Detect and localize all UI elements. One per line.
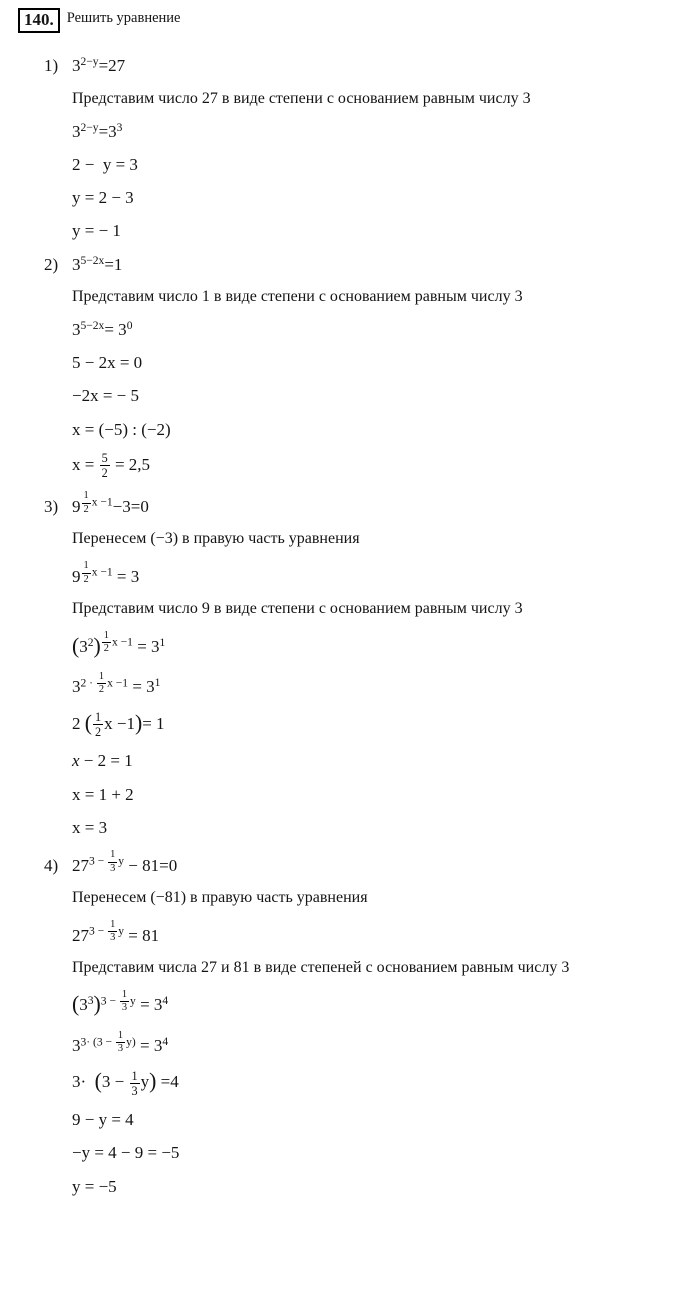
problem-section (44, 55, 686, 241)
equation-line (44, 154, 686, 175)
math-token: 3 (72, 319, 81, 339)
math-token: 1 (159, 635, 166, 649)
math-token: 0 (126, 318, 133, 332)
equation-content (72, 560, 140, 586)
math-token: = 2,5 (110, 454, 151, 474)
equation-content (72, 670, 161, 697)
math-token: x = 1 + 2 (72, 784, 134, 804)
task-header (18, 8, 686, 33)
problem-section (44, 850, 686, 1197)
problem-section (44, 491, 686, 838)
equation-line (44, 561, 686, 587)
equation-line (44, 319, 686, 340)
exponent (117, 122, 123, 134)
math-token: ( (72, 992, 80, 1017)
equation-content (72, 188, 134, 207)
equation-content (72, 56, 125, 75)
equation-line (44, 1031, 686, 1057)
math-token: 9 (72, 496, 81, 516)
equation-line (44, 491, 686, 517)
math-token: ) (134, 710, 143, 735)
fraction: $\frac{1}{2}$ (83, 490, 89, 515)
math-token: −2x = − 5 (72, 386, 140, 406)
task-number: 140. (18, 8, 60, 33)
math-token: 3 (87, 994, 94, 1008)
explanation-text (44, 529, 686, 549)
equation-line (44, 817, 686, 838)
math-token: 1 (154, 676, 161, 690)
equation-content (72, 320, 132, 339)
math-token: 2 − y = 3 (72, 154, 138, 174)
problem-number: 2) (44, 254, 59, 274)
math-token: y (140, 1072, 150, 1092)
math-token: x = (−5) : (−2) (72, 419, 171, 439)
equation-content (72, 785, 134, 804)
math-token: − 2 = 1 (79, 751, 133, 771)
explanation-text (44, 888, 686, 908)
math-token: x −1 (111, 635, 133, 649)
exponent (89, 920, 124, 944)
math-token: ) (93, 992, 101, 1017)
explanation-content: Перенесем (−81) в правую часть уравнения (72, 888, 368, 906)
equation-line (44, 631, 686, 660)
math-token: 4 (162, 994, 169, 1008)
math-token: = 3 (135, 995, 163, 1015)
math-token: = 1 (142, 713, 165, 733)
fraction: $\frac{1}{2}$ (83, 560, 89, 585)
exponent (81, 320, 105, 332)
math-token: − 81=0 (124, 855, 178, 875)
math-token: ( (94, 1069, 102, 1094)
math-token: 5−2x (80, 253, 105, 267)
equation-content (72, 1143, 179, 1162)
math-token: y (130, 994, 136, 1008)
explanation-content: Представим число 1 в виде степени с основанием равным числу 3 (72, 287, 523, 305)
explanation-content: Представим число 27 в виде степени с основанием равным числу 3 (72, 89, 531, 107)
math-token: 3 − (100, 994, 119, 1008)
equation-content (72, 751, 133, 770)
equation-line (44, 710, 686, 739)
explanation-text (44, 89, 686, 109)
math-token: 5−2x (80, 318, 105, 332)
math-token: 3 (108, 121, 117, 141)
equation-line (44, 220, 686, 241)
math-token: 3 (72, 254, 81, 274)
math-token: 27 (72, 925, 89, 945)
equation-content (72, 221, 121, 240)
math-token: y (118, 924, 125, 938)
math-token: −3=0 (112, 496, 149, 516)
math-token: =1 (104, 254, 123, 274)
math-token: ) (149, 1069, 157, 1094)
math-token: x −1 (91, 565, 113, 579)
equation-line (44, 1142, 686, 1163)
equation-line (44, 1068, 686, 1097)
exponent (155, 677, 161, 689)
math-token: = 3 (104, 319, 127, 339)
equation-line (44, 750, 686, 771)
exponent (81, 491, 113, 515)
math-token: 2 (72, 713, 85, 733)
math-token: −y = 4 − 9 = −5 (72, 1143, 180, 1163)
fraction: $\frac{1}{2}$ (95, 709, 102, 740)
math-token: x = 3 (72, 817, 108, 837)
equation-line (44, 187, 686, 208)
math-token: x −1 (107, 676, 129, 690)
exponent (160, 637, 166, 649)
math-token: =4 (156, 1072, 179, 1092)
equation-content (72, 1029, 169, 1056)
math-token: 2−y (80, 55, 99, 69)
explanation-text (44, 958, 686, 978)
equation-line (44, 419, 686, 440)
math-token: 3 (72, 56, 81, 76)
math-token: ( (84, 710, 92, 735)
equation-line (44, 990, 686, 1019)
equation-line (44, 452, 686, 479)
equation-content (72, 386, 139, 405)
math-token: = 3 (112, 566, 140, 586)
equation-content (72, 849, 178, 875)
math-token: 2−y (80, 120, 99, 134)
equation-line (44, 121, 686, 142)
math-token: 2 · (80, 676, 96, 690)
equation-content (72, 490, 149, 516)
problem-number: 1) (44, 56, 59, 76)
exponent (101, 990, 136, 1014)
fraction: $\frac{1}{2}$ (103, 629, 109, 655)
equation-content (72, 1110, 134, 1129)
equation-content (72, 1177, 117, 1196)
math-token: y) (126, 1035, 136, 1049)
math-token: ) (93, 633, 101, 658)
equation-content (72, 988, 169, 1017)
math-token: 5 − 2x = 0 (72, 353, 143, 373)
math-token: = 81 (124, 925, 160, 945)
math-token: = 3 (132, 636, 160, 656)
math-token: 3 − (89, 924, 108, 938)
exponent (81, 672, 129, 696)
math-token: 3 (79, 995, 88, 1015)
equation-content (72, 629, 166, 658)
math-token: = 3 (135, 1036, 163, 1056)
equation-content (72, 255, 122, 274)
math-token: x −1 (104, 713, 135, 733)
equation-line (44, 850, 686, 876)
problem-number: 3) (44, 496, 59, 516)
math-token: x = (72, 454, 99, 474)
equation-content (72, 1068, 179, 1098)
exponent (81, 56, 99, 68)
math-token: 3· (3 − (80, 1035, 115, 1049)
equation-content (72, 155, 138, 174)
equation-line (44, 1176, 686, 1197)
equation-line (44, 352, 686, 373)
equation-line (44, 920, 686, 946)
equation-content (72, 122, 122, 141)
math-token: x −1 (91, 495, 113, 509)
equation-content (72, 420, 171, 439)
exponent (127, 320, 133, 332)
math-token: x (72, 751, 80, 771)
math-token: y (118, 854, 125, 868)
equation-line (44, 254, 686, 275)
math-token: y = 2 − 3 (72, 188, 134, 208)
exponent (81, 122, 99, 134)
math-token: = 3 (128, 677, 155, 697)
equation-line (44, 1109, 686, 1130)
exponent (162, 1036, 168, 1048)
math-token: 3 (72, 121, 81, 141)
math-token: 27 (72, 855, 89, 875)
exponent (89, 850, 124, 874)
math-token: 3 (79, 636, 88, 656)
explanation-text (44, 599, 686, 619)
math-token: ( (72, 633, 80, 658)
explanation-text (44, 287, 686, 307)
fraction: $\frac{5}{2}$ (101, 450, 108, 481)
exponent (81, 561, 113, 585)
equation-line (44, 784, 686, 805)
math-token: 3 − (89, 854, 108, 868)
equation-content (72, 818, 107, 837)
explanation-content: Перенесем (−3) в правую часть уравнения (72, 530, 360, 548)
math-token: 3 (116, 120, 123, 134)
solution-body (18, 39, 686, 1197)
equation-line (44, 672, 686, 698)
fraction: $\frac{1}{3}$ (121, 988, 128, 1014)
math-token: 4 (162, 1035, 169, 1049)
exponent (81, 255, 105, 267)
fraction: $\frac{1}{3}$ (110, 918, 116, 944)
equation-content (72, 450, 151, 481)
equation-content (72, 353, 142, 372)
equation-content (72, 709, 165, 740)
math-token: 3 − (101, 1072, 129, 1092)
math-token: = (98, 121, 109, 141)
equation-content (72, 918, 160, 945)
exponent (81, 1031, 136, 1055)
explanation-content: Представим числа 27 и 81 в виде степеней с основанием равным числу 3 (72, 958, 570, 976)
math-token: y = − 1 (72, 221, 121, 241)
fraction: $\frac{1}{2}$ (98, 670, 105, 696)
explanation-content: Представим число 9 в виде степени с основанием равным числу 3 (72, 599, 523, 617)
task-title: Решить уравнение (66, 10, 181, 26)
math-token: =27 (98, 56, 126, 76)
problem-number: 4) (44, 855, 59, 875)
fraction: $\frac{1}{3}$ (131, 1068, 138, 1098)
math-token: 3 (72, 1036, 81, 1056)
math-token: 3 (72, 677, 81, 697)
equation-line (44, 385, 686, 406)
problem-section (44, 254, 686, 480)
math-token: y = −5 (72, 1176, 117, 1196)
exponent (101, 631, 133, 655)
fraction: $\frac{1}{3}$ (110, 849, 116, 874)
math-token: 2 (87, 635, 94, 649)
equation-line (44, 55, 686, 76)
fraction: $\frac{1}{3}$ (117, 1029, 124, 1054)
math-token: 9 − y = 4 (72, 1110, 134, 1130)
math-token: 9 (72, 566, 81, 586)
exponent (162, 995, 168, 1007)
math-token: 3· (72, 1072, 95, 1092)
